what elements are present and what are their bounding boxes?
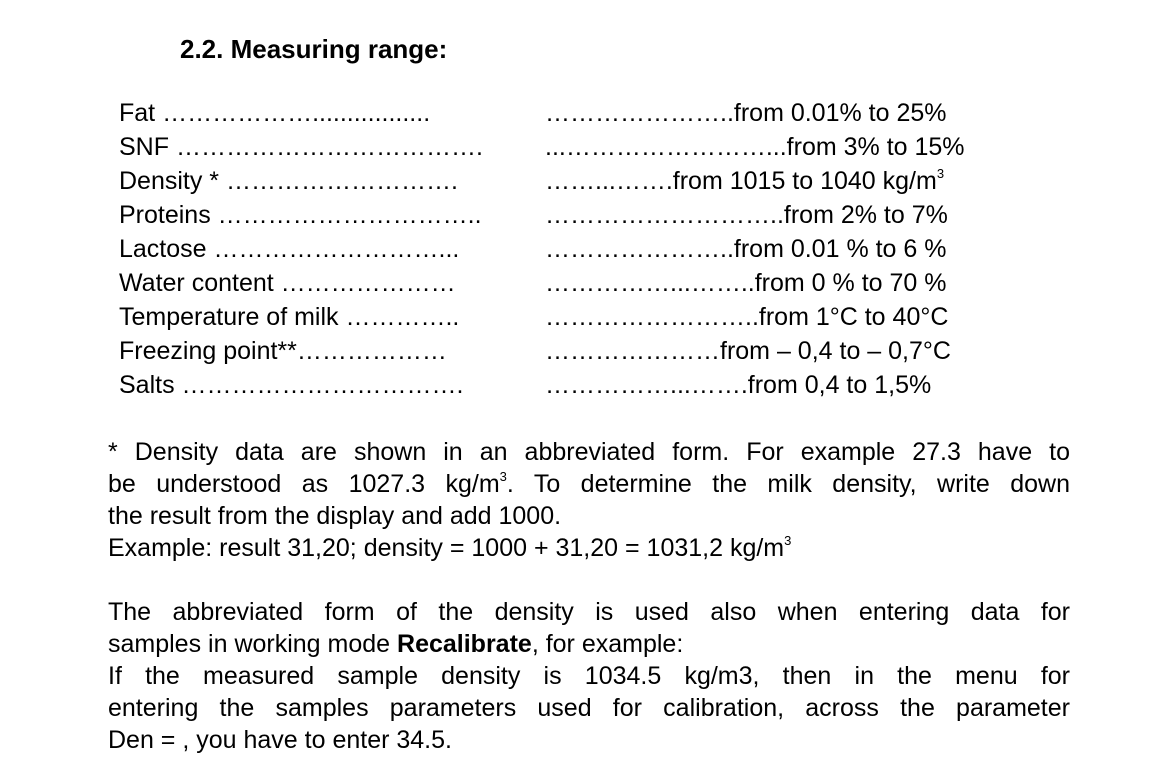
superscript: 3 [499, 468, 507, 484]
density-note-line: the result from the display and add 1000. [108, 502, 562, 530]
superscript: 3 [936, 165, 945, 181]
range-value: ...……………………...from 3% to 15% [545, 133, 965, 161]
range-row-fat [119, 96, 1019, 130]
range-row-salts [119, 368, 1019, 402]
range-label: SNF ………………………………. [119, 133, 483, 161]
measuring-range-table [119, 96, 1019, 402]
range-label: Water content ………………… [119, 269, 456, 297]
range-value: ……………...…….from 0,4 to 1,5% [545, 371, 932, 399]
abbrev-note-line: entering the samples parameters used for calibration, across the parameter [108, 694, 1070, 722]
note-text: . To determine the milk density, write down [506, 470, 1071, 498]
note-text: , for example: [531, 630, 684, 658]
range-row-temperature [119, 300, 1019, 334]
example-line [108, 532, 1070, 564]
range-row-freezing-point [119, 334, 1019, 368]
range-value: ……………...……..from 0 % to 70 % [545, 269, 947, 297]
range-row-proteins [119, 198, 1019, 232]
abbrev-note-line: The abbreviated form of the density is used also when entering data for [108, 598, 1070, 626]
range-label: Proteins ………………………….. [119, 201, 482, 229]
range-label: Freezing point**……………… [119, 337, 447, 365]
range-label: Fat ………………................. [119, 99, 431, 127]
range-label: Salts ……………………………. [119, 371, 464, 399]
range-value-text: ……...…….from 1015 to 1040 kg/m [545, 167, 937, 195]
paragraph-gap [108, 564, 1070, 596]
notes-section [108, 436, 1070, 756]
range-value: ………………………..from 2% to 7% [545, 201, 948, 229]
abbrev-note-line: Den = , you have to enter 34.5. [108, 726, 452, 754]
range-value: …………………..from 0.01 % to 6 % [545, 235, 947, 263]
range-label: Density * ………………………. [119, 167, 458, 195]
range-label: Lactose ………………………... [119, 235, 460, 263]
density-note-line: * Density data are shown in an abbreviated form. For example 27.3 have to [108, 438, 1070, 466]
range-value: …………………from – 0,4 to – 0,7°C [545, 337, 951, 365]
range-label: Temperature of milk ………….. [119, 303, 460, 331]
density-note-line [108, 468, 1070, 500]
note-text: samples in working mode [108, 630, 398, 658]
superscript: 3 [784, 532, 792, 548]
range-row-density [119, 164, 1019, 198]
range-value: ……………………..from 1°C to 40°C [545, 303, 949, 331]
section-heading: 2.2. Measuring range: [180, 34, 448, 64]
range-value: …………………..from 0.01% to 25% [545, 99, 947, 127]
range-row-water-content [119, 266, 1019, 300]
mode-name: Recalibrate [397, 630, 532, 658]
abbrev-note-line: If the measured sample density is 1034.5 kg/m3, then in the menu for [108, 662, 1070, 690]
range-row-snf [119, 130, 1019, 164]
note-text: be understood as 1027.3 kg/m [108, 470, 500, 498]
abbrev-note-line [108, 628, 1070, 660]
range-row-lactose [119, 232, 1019, 266]
range-value [545, 164, 944, 198]
example-text: Example: result 31,20; density = 1000 + 31,20 = 1031,2 kg/m [108, 534, 785, 562]
